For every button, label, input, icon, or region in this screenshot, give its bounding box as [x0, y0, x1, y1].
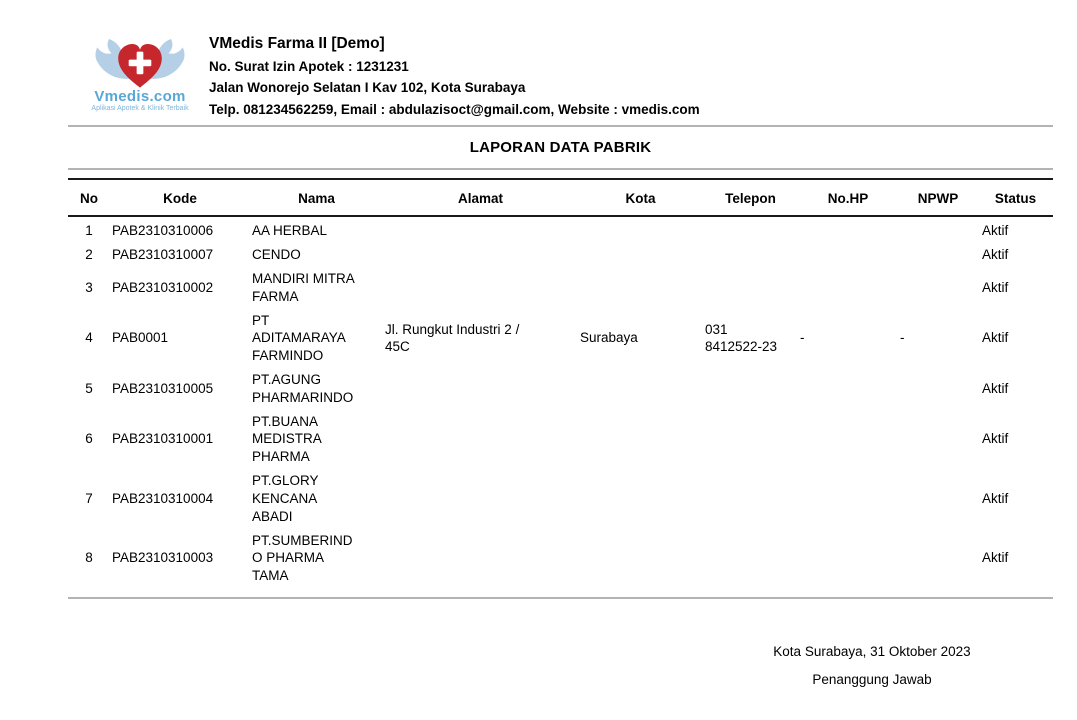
cell-alamat [383, 216, 578, 243]
report-title: LAPORAN DATA PABRIK [469, 139, 652, 157]
cell-alamat [383, 368, 578, 410]
column-header-nama: Nama [250, 179, 383, 216]
cell-kode: PAB2310310004 [112, 490, 214, 506]
cell-npwp: - [900, 330, 905, 346]
cell-telepon [703, 243, 798, 267]
cell-kode: PAB2310310006 [112, 223, 214, 239]
cell-telepon [703, 216, 798, 243]
cell-status: Aktif [982, 279, 1009, 295]
signature-place-date: Kota Surabaya, 31 Oktober 2023 [773, 643, 971, 659]
cell-kota [578, 243, 703, 267]
column-header-npwp: NPWP [898, 179, 978, 216]
cell-kode: PAB0001 [112, 330, 169, 346]
column-header-no-hp: No.HP [798, 179, 898, 216]
cell-nama: AA HERBAL [252, 223, 328, 239]
vmedis-logo [81, 34, 199, 117]
table-row [68, 368, 1053, 410]
address-line: Jalan Wonorejo Selatan I Kav 102, Kota Surabaya [209, 80, 526, 96]
pabrik-table [68, 178, 1053, 599]
table-row [68, 529, 1053, 598]
cell-no-hp [798, 410, 898, 469]
cell-npwp [898, 216, 978, 243]
table-row [68, 469, 1053, 528]
cell-kota [578, 267, 703, 309]
cell-kode: PAB2310310003 [112, 550, 214, 566]
cell-nama: PT.GLORY KENCANA ABADI [252, 473, 319, 524]
cell-no: 4 [85, 330, 93, 346]
cell-nama: PT.SUMBERINDO PHARMA TAMA [252, 532, 353, 584]
cell-kode: PAB2310310005 [112, 380, 214, 396]
cell-alamat [383, 267, 578, 309]
cell-status: Aktif [982, 431, 1009, 447]
company-name: VMedis Farma II [Demo] [209, 35, 385, 52]
cell-telepon [703, 267, 798, 309]
license-line: No. Surat Izin Apotek : 1231231 [209, 58, 409, 74]
column-header-no: No [68, 179, 110, 216]
column-header-kota: Kota [578, 179, 703, 216]
table-row [68, 410, 1053, 469]
cell-no: 1 [85, 223, 93, 239]
cell-kode: PAB2310310007 [112, 247, 214, 263]
cell-alamat [383, 243, 578, 267]
cell-telepon [703, 469, 798, 528]
vmedis-logo-icon [85, 34, 195, 91]
cell-npwp [898, 243, 978, 267]
column-header-telepon: Telepon [703, 179, 798, 216]
report-page [68, 0, 1053, 689]
cell-npwp [898, 368, 978, 410]
cell-alamat [383, 410, 578, 469]
column-header-status: Status [978, 179, 1053, 216]
table-row [68, 216, 1053, 243]
cell-kota [578, 469, 703, 528]
cell-no-hp [798, 529, 898, 598]
contact-line: Telp. 081234562259, Email : abdulazisoct@gmail.com, Website : vmedis.com [209, 101, 700, 117]
brand-text: Vmedis.com [94, 88, 186, 105]
table-row [68, 267, 1053, 309]
cell-no-hp: - [800, 330, 805, 346]
table-row [68, 243, 1053, 267]
cell-status: Aktif [982, 330, 1009, 346]
cell-npwp [898, 469, 978, 528]
cell-telepon [703, 368, 798, 410]
table-row [68, 309, 1053, 368]
signature-label: Penanggung Jawab [812, 671, 932, 687]
cell-telepon: 031 8412522-23 [705, 321, 778, 355]
signature-block [722, 643, 1022, 689]
cell-kode: PAB2310310002 [112, 279, 214, 295]
cell-npwp [898, 529, 978, 598]
cell-no: 8 [85, 550, 93, 566]
cell-status: Aktif [982, 380, 1009, 396]
table-header-row [68, 179, 1053, 216]
cell-no-hp [798, 216, 898, 243]
cell-npwp [898, 267, 978, 309]
cell-no-hp [798, 469, 898, 528]
cell-nama: PT ADITAMARAYA FARMINDO [252, 312, 346, 364]
title-block [68, 125, 1053, 170]
cell-nama: PT.AGUNG PHARMARINDO [252, 372, 354, 405]
cell-status: Aktif [982, 490, 1009, 506]
cell-alamat [383, 529, 578, 598]
brand-tagline: Aplikasi Apotek & Klinik Terbaik [91, 104, 189, 112]
cell-kota [578, 368, 703, 410]
cell-kota [578, 216, 703, 243]
cell-alamat: Jl. Rungkut Industri 2 / 45C [385, 321, 520, 355]
cell-telepon [703, 410, 798, 469]
cell-nama: CENDO [252, 247, 301, 263]
cell-kode: PAB2310310001 [112, 431, 214, 447]
cell-no: 2 [85, 247, 93, 263]
cell-no: 6 [85, 431, 93, 447]
cell-status: Aktif [982, 550, 1009, 566]
table-body [68, 216, 1053, 598]
cell-nama: PT.BUANA MEDISTRA PHARMA [252, 413, 322, 465]
cell-status: Aktif [982, 247, 1009, 263]
column-header-alamat: Alamat [383, 179, 578, 216]
cell-no: 3 [85, 279, 93, 295]
cell-no-hp [798, 267, 898, 309]
cell-kota: Surabaya [580, 330, 638, 346]
cell-no-hp [798, 368, 898, 410]
cell-status: Aktif [982, 223, 1009, 239]
table-header [68, 179, 1053, 216]
cell-telepon [703, 529, 798, 598]
column-header-kode: Kode [110, 179, 250, 216]
letterhead [68, 0, 1053, 125]
cell-alamat [383, 469, 578, 528]
cell-kota [578, 529, 703, 598]
cell-nama: MANDIRI MITRA FARMA [252, 270, 355, 304]
cell-no: 7 [85, 490, 93, 506]
cell-npwp [898, 410, 978, 469]
cell-no: 5 [85, 380, 93, 396]
cell-kota [578, 410, 703, 469]
cell-no-hp [798, 243, 898, 267]
letterhead-info [209, 34, 700, 117]
